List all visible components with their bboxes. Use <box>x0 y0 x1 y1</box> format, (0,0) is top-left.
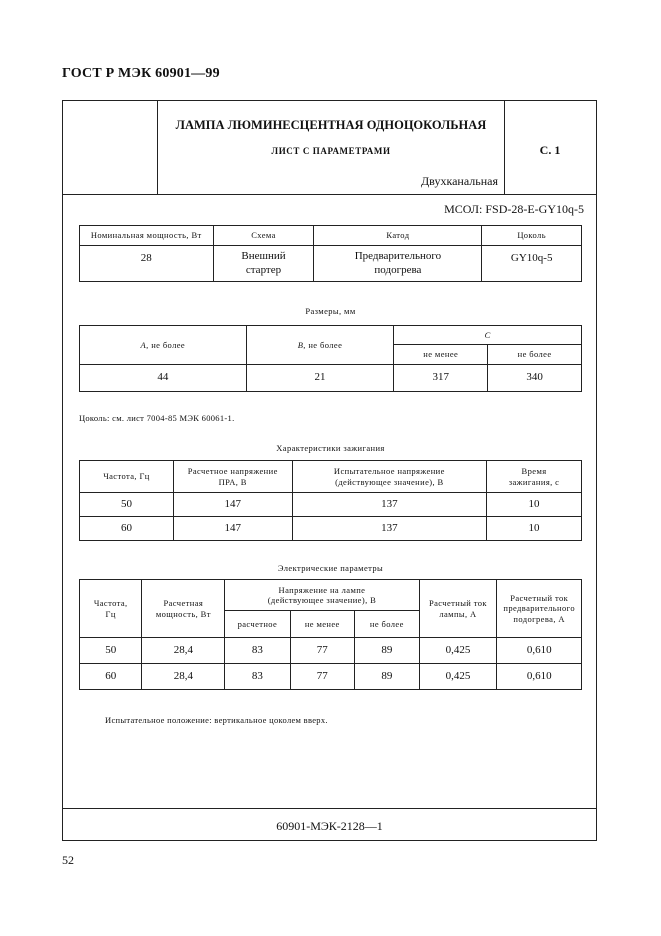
ignition-caption: Характеристики зажигания <box>276 443 385 453</box>
el-cell: 83 <box>225 638 290 664</box>
ign-cell: 50 <box>80 493 174 517</box>
el-cell: 0,610 <box>497 638 582 664</box>
header-ign-test-voltage: Испытательное напряжение (действующее значение), В <box>292 461 486 493</box>
header-cathode: Катод <box>314 226 482 246</box>
value-cap: GY10q-5 <box>482 246 582 282</box>
header-nominal-power: Номинальная мощность, Вт <box>80 226 214 246</box>
header-bottom-line <box>62 194 597 195</box>
page-number: 52 <box>62 853 74 867</box>
header-cap: Цоколь <box>482 226 582 246</box>
el-cell: 77 <box>290 638 355 664</box>
header-dim-a: A, не более <box>80 326 247 365</box>
value-dim-a: 44 <box>80 365 247 392</box>
el-cell: 28,4 <box>142 664 225 690</box>
value-dim-b: 21 <box>246 365 394 392</box>
ignition-table <box>79 460 582 541</box>
header-dim-c: C <box>394 326 582 345</box>
document-title: ГОСТ Р МЭК 60901—99 <box>62 66 220 81</box>
el-cell: 0,425 <box>419 638 497 664</box>
sheet-subtitle: ЛИСТ С ПАРАМЕТРАМИ <box>271 146 391 156</box>
el-cell: 60 <box>80 664 142 690</box>
dimensions-table <box>79 325 582 392</box>
table-row <box>80 493 582 517</box>
header-scheme: Схема <box>213 226 314 246</box>
value-dim-c-min: 317 <box>394 365 488 392</box>
dimensions-caption: Размеры, мм <box>305 306 356 316</box>
ign-cell: 10 <box>487 517 582 541</box>
header-el-v-min: не менее <box>290 611 355 638</box>
ign-cell: 147 <box>173 517 292 541</box>
header-dim-b: B, не более <box>246 326 394 365</box>
main-parameters-table <box>79 225 582 282</box>
mcol-designation: МСОЛ: FSD-28-E-GY10q-5 <box>444 202 584 216</box>
header-el-v-max: не более <box>355 611 420 638</box>
ign-cell: 137 <box>292 493 486 517</box>
electrical-table <box>79 579 582 690</box>
header-dim-c-min: не менее <box>394 345 488 365</box>
el-cell: 0,425 <box>419 664 497 690</box>
footer-code: 60901-МЭК-2128—1 <box>276 819 383 833</box>
lamp-variant: Двухканальная <box>421 174 498 188</box>
header-el-frequency: Частота, Гц <box>80 580 142 638</box>
ign-cell: 147 <box>173 493 292 517</box>
header-el-lamp-current: Расчетный ток лампы, А <box>419 580 497 638</box>
el-cell: 28,4 <box>142 638 225 664</box>
el-cell: 89 <box>355 664 420 690</box>
cap-reference-note: Цоколь: см. лист 7004-85 МЭК 60061-1. <box>79 413 235 423</box>
header-ign-frequency: Частота, Гц <box>80 461 174 493</box>
el-cell: 77 <box>290 664 355 690</box>
header-el-power: Расчетная мощность, Вт <box>142 580 225 638</box>
electrical-caption: Электрические параметры <box>277 563 384 573</box>
ign-cell: 137 <box>292 517 486 541</box>
table-row <box>80 664 582 690</box>
sheet-number: С. 1 <box>539 143 561 157</box>
value-cathode: Предварительного подогрева <box>314 246 482 282</box>
ign-cell: 60 <box>80 517 174 541</box>
header-dim-c-max: не более <box>488 345 582 365</box>
el-cell: 50 <box>80 638 142 664</box>
header-el-voltage: Напряжение на лампе (действующее значение), В <box>225 580 419 611</box>
el-cell: 0,610 <box>497 664 582 690</box>
el-cell: 83 <box>225 664 290 690</box>
header-ign-rated-voltage: Расчетное напряжение ПРА, В <box>173 461 292 493</box>
table-row <box>80 638 582 664</box>
value-dim-c-max: 340 <box>488 365 582 392</box>
value-nominal-power: 28 <box>80 246 214 282</box>
header-el-preheat-current: Расчетный ток предварительного подогрева, А <box>497 580 582 638</box>
header-ign-time: Время зажигания, с <box>487 461 582 493</box>
footer-top-line <box>62 808 597 809</box>
table-row <box>80 517 582 541</box>
value-scheme: Внешний стартер <box>213 246 314 282</box>
header-el-v-rated: расчетное <box>225 611 290 638</box>
test-position-note: Испытательное положение: вертикальное цоколем вверх. <box>105 715 328 725</box>
el-cell: 89 <box>355 638 420 664</box>
ign-cell: 10 <box>487 493 582 517</box>
lamp-title: ЛАМПА ЛЮМИНЕСЦЕНТНАЯ ОДНОЦОКОЛЬНАЯ <box>175 118 487 132</box>
